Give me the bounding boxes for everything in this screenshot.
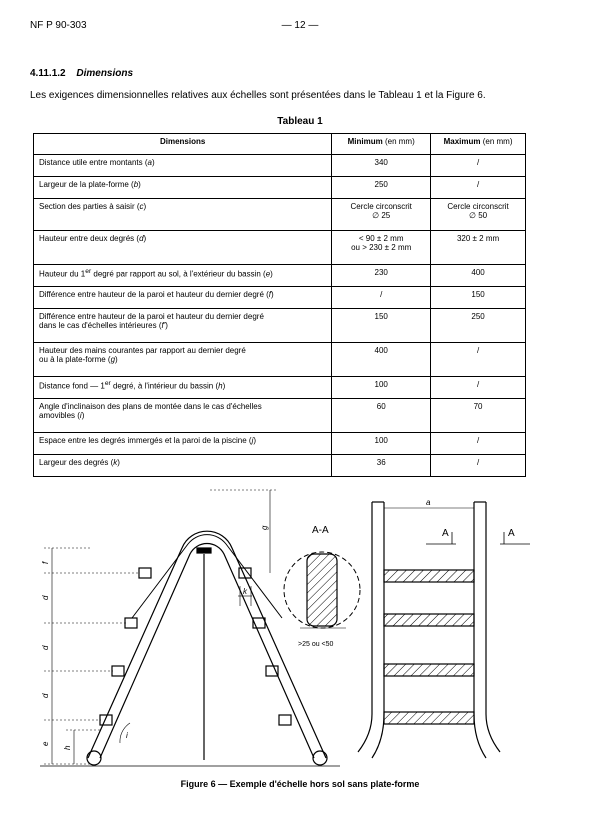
- dimension-label: Distance utile entre montants: [39, 158, 143, 167]
- dimension-cell: Hauteur du 1er degré par rapport au sol, à l'extérieur du bassin (e): [34, 265, 332, 287]
- dimension-symbol: i: [79, 411, 82, 420]
- maximum-cell: /: [431, 433, 526, 455]
- maximum-line: ∅ 50: [469, 211, 488, 220]
- dimension-label: Différence entre hauteur de la paroi et hauteur du dernier degré: [39, 290, 264, 299]
- table-row: [34, 287, 526, 309]
- dimension-symbol: f: [268, 290, 272, 299]
- section-title: Dimensions: [76, 68, 134, 79]
- dimension-cell: Différence entre hauteur de la paroi et hauteur du dernier degré dans le cas d'échelles intérieures (f'): [34, 309, 332, 343]
- label-k: k: [243, 587, 247, 596]
- label-e: e: [41, 741, 50, 746]
- section-heading: [30, 68, 133, 79]
- header-minimum: [332, 134, 431, 155]
- dimension-symbol: e: [265, 269, 271, 279]
- dimension-label-end: degré par rapport au sol, à l'extérieur du bassin: [91, 269, 261, 279]
- dimension-superscript: er: [104, 380, 111, 387]
- dimension-cell: Différence entre hauteur de la paroi et hauteur du dernier degré (f): [34, 287, 332, 309]
- table-row: [34, 343, 526, 377]
- table-row: [34, 199, 526, 231]
- table-caption: Tableau 1: [277, 116, 323, 127]
- minimum-cell: 250: [332, 177, 431, 199]
- dimension-cell: Hauteur des mains courantes par rapport au dernier degré ou à la plate-forme (g): [34, 343, 332, 377]
- ladder-inner-frame: [100, 543, 314, 758]
- dimension-label-line2: amovibles: [39, 411, 76, 420]
- minimum-cell: 100: [332, 433, 431, 455]
- dimension-chain: [44, 490, 278, 764]
- dimension-label: Hauteur du 1: [39, 269, 86, 279]
- table-row: [34, 455, 526, 477]
- dimension-symbol: h: [218, 381, 223, 391]
- dimension-symbol: g: [110, 355, 116, 364]
- dimension-cell: Hauteur entre deux degrés (d): [34, 231, 332, 265]
- step-section: [307, 554, 337, 626]
- label-g: g: [260, 525, 269, 530]
- dimension-label-end: degré, à l'intérieur du bassin: [110, 381, 214, 391]
- dimension-cell: Section des parties à saisir (c): [34, 199, 332, 231]
- label-d: d: [41, 693, 50, 698]
- dimension-label: Différence entre hauteur de la paroi et hauteur du dernier degré: [39, 312, 264, 321]
- label-d: d: [41, 595, 50, 600]
- maximum-cell: 400: [431, 265, 526, 287]
- dimension-labels: [41, 525, 269, 750]
- minimum-cell: /: [332, 287, 431, 309]
- dimension-symbol: j: [251, 436, 254, 445]
- front-step: [384, 614, 474, 626]
- maximum-cell: /: [431, 377, 526, 399]
- dimension-label: Largeur de la plate-forme: [39, 180, 129, 189]
- dimension-label: Hauteur entre deux degrés: [39, 234, 135, 243]
- table-row: [34, 433, 526, 455]
- section-number: 4.11.1.2: [30, 68, 66, 79]
- section-size-label: >25 ou <50: [298, 641, 334, 648]
- header-minimum-unit: (en mm): [384, 137, 415, 146]
- doc-reference: NF P 90-303: [30, 20, 87, 31]
- dimension-cell: Angle d'inclinaison des plans de montée dans le cas d'échelles amovibles (i): [34, 399, 332, 433]
- minimum-cell: 150: [332, 309, 431, 343]
- table-row: [34, 155, 526, 177]
- dimension-label-line2: ou à la plate-forme: [39, 355, 106, 364]
- maximum-cell: /: [431, 177, 526, 199]
- ladder-outer-frame: [88, 531, 326, 758]
- left-rail-inner: [372, 502, 384, 758]
- page-number: — 12 —: [281, 20, 319, 31]
- header-maximum-label: Maximum: [443, 137, 481, 146]
- dimension-label: Section des parties à saisir: [39, 202, 135, 211]
- step-left: [112, 666, 124, 676]
- table-header-row: [34, 134, 526, 155]
- table-row: [34, 399, 526, 433]
- dimension-symbol: d: [139, 234, 144, 243]
- minimum-cell: 36: [332, 455, 431, 477]
- dimension-symbol: c: [139, 202, 144, 211]
- maximum-cell: 320 ± 2 mm: [431, 231, 526, 265]
- dimension-cell: Largeur des degrés (k): [34, 455, 332, 477]
- dimension-label: Distance fond — 1: [39, 381, 105, 391]
- ladder-figure: [30, 488, 570, 770]
- maximum-cell: /: [431, 343, 526, 377]
- dimension-label: Angle d'inclinaison des plans de montée dans le cas d'échelles: [39, 402, 262, 411]
- dimension-label: Largeur des degrés: [39, 458, 109, 467]
- header-minimum-label: Minimum: [347, 137, 383, 146]
- label-h: h: [63, 745, 72, 750]
- table-row: [34, 309, 526, 343]
- maximum-cell: [431, 199, 526, 231]
- dimension-symbol: f': [161, 321, 166, 330]
- dimension-symbol: b: [133, 180, 139, 189]
- minimum-line: ou > 230 ± 2 mm: [351, 243, 412, 252]
- table-row: [34, 377, 526, 399]
- label-d: d: [41, 645, 50, 650]
- front-step: [384, 570, 474, 582]
- minimum-line: < 90 ± 2 mm: [358, 234, 404, 243]
- section-marker-right: A: [508, 528, 515, 539]
- right-foot: [313, 751, 327, 765]
- maximum-line: Cercle circonscrit: [447, 202, 509, 211]
- dimension-cell: Espace entre les degrés immergés et la paroi de la piscine (j): [34, 433, 332, 455]
- minimum-cell: 100: [332, 377, 431, 399]
- intro-paragraph: Les exigences dimensionnelles relatives aux échelles sont présentées dans le Tableau 1 et la Figure 6.: [30, 90, 486, 101]
- section-detail: [284, 552, 360, 628]
- ladder-side-view: [40, 531, 340, 766]
- section-title-label: A-A: [312, 525, 329, 536]
- figure-caption: Figure 6 — Exemple d'échelle hors sol sans plate-forme: [180, 779, 420, 789]
- minimum-line: Cercle circonscrit: [350, 202, 412, 211]
- table-row: [34, 231, 526, 265]
- dimension-label: Espace entre les degrés immergés et la paroi de la piscine: [39, 436, 247, 445]
- minimum-cell: 60: [332, 399, 431, 433]
- front-step: [384, 664, 474, 676]
- step-left: [125, 618, 137, 628]
- handrail-loop: [132, 535, 282, 618]
- maximum-cell: 150: [431, 287, 526, 309]
- minimum-cell: [332, 231, 431, 265]
- dimension-cell: Distance utile entre montants (a): [34, 155, 332, 177]
- dimension-symbol: k: [113, 458, 118, 467]
- dimension-label: Hauteur des mains courantes par rapport au dernier degré: [39, 346, 246, 355]
- maximum-cell: /: [431, 155, 526, 177]
- minimum-cell: [332, 199, 431, 231]
- minimum-cell: 400: [332, 343, 431, 377]
- step-left: [139, 568, 151, 578]
- front-step: [384, 712, 474, 724]
- dimensions-table: [33, 133, 526, 477]
- maximum-cell: 70: [431, 399, 526, 433]
- maximum-cell: 250: [431, 309, 526, 343]
- dimension-label-line2: dans le cas d'échelles intérieures: [39, 321, 157, 330]
- right-rail-inner: [474, 502, 486, 758]
- header-maximum-unit: (en mm): [482, 137, 513, 146]
- header-dimensions: Dimensions: [34, 134, 332, 155]
- minimum-line: ∅ 25: [372, 211, 391, 220]
- maximum-cell: /: [431, 455, 526, 477]
- label-i: i: [126, 731, 128, 740]
- table-row: [34, 265, 526, 287]
- label-a: a: [426, 498, 431, 507]
- right-rail-outer: [486, 502, 500, 752]
- left-foot: [87, 751, 101, 765]
- minimum-cell: 230: [332, 265, 431, 287]
- ladder-front-view: [358, 502, 530, 758]
- label-f: f: [41, 561, 50, 564]
- table-row: [34, 177, 526, 199]
- header-maximum: [431, 134, 526, 155]
- minimum-cell: 340: [332, 155, 431, 177]
- dimension-cell: Largeur de la plate-forme (b): [34, 177, 332, 199]
- dimension-symbol: a: [147, 158, 152, 167]
- dimension-superscript: er: [85, 268, 92, 275]
- top-platform-bar: [197, 548, 211, 553]
- dimension-cell: Distance fond — 1er degré, à l'intérieur du bassin (h): [34, 377, 332, 399]
- step-right: [279, 715, 291, 725]
- section-marker-left: A: [442, 528, 449, 539]
- left-rail-outer: [358, 502, 372, 752]
